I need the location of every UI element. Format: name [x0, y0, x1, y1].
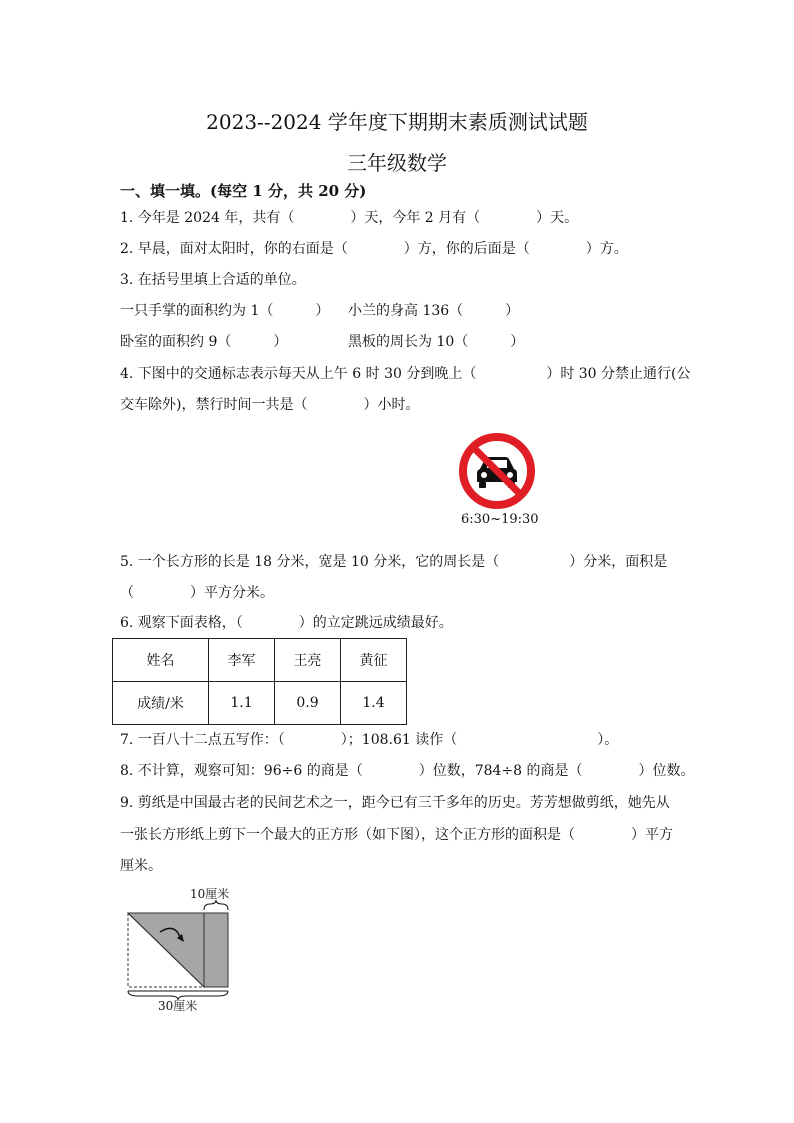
- table-cell: 1.4: [341, 682, 407, 725]
- question-6: 6. 观察下面表格，（ ）的立定跳远成绩最好。: [120, 615, 453, 631]
- table-header-cell: 王亮: [275, 639, 341, 682]
- question-3-item-d: 黑板的周长为 10（ ）: [348, 334, 525, 350]
- diagram-label-30cm: 30厘米: [158, 999, 198, 1013]
- page-title: 2023--2024 学年度下期期末素质测试试题: [206, 110, 588, 134]
- question-7: 7. 一百八十二点五写作：（ ）；108.61 读作（ ）。: [120, 732, 619, 748]
- table-row-label: 成绩/米: [113, 682, 209, 725]
- question-4-line-1: 4. 下图中的交通标志表示每天从上午 6 时 30 分到晚上（ ）时 30 分禁止通行(公: [120, 366, 691, 382]
- table-row: [113, 639, 407, 682]
- question-1: 1. 今年是 2024 年，共有（ ）天，今年 2 月有（ ）天。: [120, 210, 579, 226]
- question-2: 2. 早晨，面对太阳时，你的右面是（ ）方，你的后面是（ ）方。: [120, 241, 628, 257]
- question-9-line-1: 9. 剪纸是中国最古老的民间艺术之一，距今已有三千多年的历史。芳芳想做剪纸，她先从: [120, 795, 670, 811]
- question-3-item-c: 卧室的面积约 9（ ）: [120, 334, 288, 350]
- table-cell: 1.1: [209, 682, 275, 725]
- table-header-cell: 黄征: [341, 639, 407, 682]
- paper-fold-diagram: [126, 884, 246, 1014]
- question-9-line-2: 一张长方形纸上剪下一个最大的正方形（如下图），这个正方形的面积是（ ）平方: [120, 827, 673, 843]
- question-3: 3. 在括号里填上合适的单位。: [120, 272, 306, 288]
- table-row: [113, 682, 407, 725]
- question-5-line-2: （ ）平方分米。: [120, 585, 274, 601]
- table-header-cell: 姓名: [113, 639, 209, 682]
- section-heading-fill-in: 一、填一填。(每空 1 分，共 20 分): [120, 182, 367, 200]
- page-subtitle: 三年级数学: [347, 151, 447, 175]
- question-8: 8. 不计算，观察可知：96÷6 的商是（ ）位数，784÷8 的商是（ ）位数。: [120, 763, 695, 779]
- question-3-item-b: 小兰的身高 136（ ）: [348, 303, 520, 319]
- no-cars-traffic-sign-icon: [458, 432, 536, 510]
- question-5-line-1: 5. 一个长方形的长是 18 分米，宽是 10 分米，它的周长是（ ）分米，面积是: [120, 554, 668, 570]
- question-4-line-2: 交车除外)，禁行时间一共是（ ）小时。: [120, 397, 420, 413]
- table-cell: 0.9: [275, 682, 341, 725]
- table-header-cell: 李军: [209, 639, 275, 682]
- score-table: [112, 638, 407, 725]
- question-3-item-a: 一只手掌的面积约为 1（ ）: [120, 303, 330, 319]
- question-9-line-3: 厘米。: [120, 858, 162, 874]
- traffic-sign-time-caption: 6:30~19:30: [461, 512, 539, 527]
- diagram-label-10cm: 10厘米: [190, 887, 230, 901]
